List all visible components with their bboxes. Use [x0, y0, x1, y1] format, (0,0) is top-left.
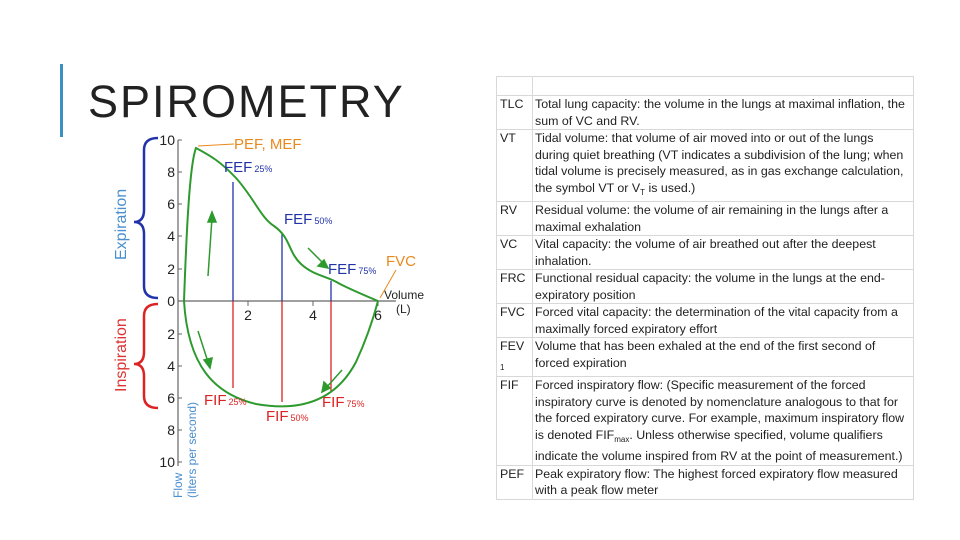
expiration-brace	[134, 138, 158, 298]
svg-text:FIF50%	[266, 408, 309, 425]
row-desc-subscript: max	[614, 434, 630, 444]
x-axis-label: Volume	[384, 288, 425, 302]
fvc-label: FVC	[386, 253, 416, 270]
row-desc: Functional residual capacity: the volume in the lungs at the end-expiratory position	[533, 270, 914, 304]
row-desc-text-end: . Unless otherwise specified, volume qualifiers indicate the volume inspired from RV at the point of measurement.)	[535, 427, 903, 463]
table-row	[497, 465, 914, 499]
row-desc: Volume that has been exhaled at the end of the first second of forced expiration	[533, 338, 914, 377]
y-axis-label-unit: (liters per second)	[185, 401, 199, 498]
fif75-label: FIF	[322, 394, 345, 411]
row-abbr: TLC	[497, 96, 533, 130]
y-tick-label: 10	[159, 454, 175, 470]
y-tick-label: 10	[159, 132, 175, 148]
y-tick-label: 2	[167, 326, 175, 342]
row-abbr: VC	[497, 236, 533, 270]
row-desc: Peak expiratory flow: The highest forced expiratory flow measured with a peak flow meter	[533, 465, 914, 499]
table-row	[497, 96, 914, 130]
y-tick-label: 2	[167, 261, 175, 277]
fif75-subscript: 75%	[346, 399, 365, 409]
pef-label: PEF, MEF	[234, 136, 302, 153]
row-abbr-subscript: 1	[500, 362, 505, 372]
x-tick-label: 6	[374, 307, 382, 323]
y-tick-label: 6	[167, 390, 175, 406]
table-row	[497, 202, 914, 236]
row-desc	[533, 130, 914, 202]
row-desc-subscript: T	[640, 187, 646, 197]
row-abbr	[497, 338, 533, 377]
inspiratory-curve	[184, 301, 378, 406]
table-row	[497, 304, 914, 338]
y-tick-label: 4	[167, 358, 175, 374]
table-row	[497, 377, 914, 466]
row-desc-text: Forced inspiratory flow: (Specific measurement of the forced inspiratory curve is denoted by nomenclature analogous to that for the forced expiratory curve. For example, maximum inspiratory flow is denoted FIF	[535, 378, 905, 442]
fef75-subscript: 75%	[358, 266, 377, 276]
fif25-label: FIF	[204, 392, 227, 409]
row-desc: Total lung capacity: the volume in the lungs at maximal inflation, the sum of VC and RV.	[533, 96, 914, 130]
fef50-label: FEF	[284, 211, 313, 228]
fif25-subscript: 25%	[228, 397, 247, 407]
svg-text:FIF75%	[322, 394, 365, 411]
fef25-subscript: 25%	[254, 164, 273, 174]
table-header-row	[497, 77, 914, 96]
row-desc-text: Tidal volume: that volume of air moved into or out of the lungs during quiet breathing (VT indicates a subdivision of the lung; when tidal volume is precisely measured, as in gas exchange calculation, the symbol VT or V	[535, 131, 904, 195]
row-abbr: FIF	[497, 377, 533, 466]
y-tick-label: 4	[167, 228, 175, 244]
y-tick-label: 8	[167, 422, 175, 438]
y-tick-label: 8	[167, 164, 175, 180]
x-axis-label-unit: (L)	[396, 302, 411, 316]
inspiration-label: Inspiration	[113, 318, 130, 392]
row-abbr: FRC	[497, 270, 533, 304]
row-abbr: PEF	[497, 465, 533, 499]
table-row	[497, 338, 914, 377]
row-desc: Residual volume: the volume of air remaining in the lungs after a maximal exhalation	[533, 202, 914, 236]
y-tick-label: 6	[167, 196, 175, 212]
svg-text:FEF75%	[328, 261, 376, 278]
table-row	[497, 236, 914, 270]
svg-text:FIF25%	[204, 392, 247, 409]
table-row	[497, 130, 914, 202]
expiration-label: Expiration	[113, 188, 130, 260]
flow-volume-graph	[96, 126, 456, 506]
inspiration-brace	[134, 304, 158, 408]
fif50-label: FIF	[266, 408, 289, 425]
row-desc-text-end: is used.)	[645, 180, 696, 195]
row-abbr: RV	[497, 202, 533, 236]
definitions-table	[496, 76, 914, 500]
row-desc	[533, 377, 914, 466]
row-desc: Vital capacity: the volume of air breathed out after the deepest inhalation.	[533, 236, 914, 270]
direction-arrows	[198, 212, 342, 392]
fef25-label: FEF	[224, 159, 253, 176]
fef75-label: FEF	[328, 261, 357, 278]
slide-title: SPIROMETRY	[88, 76, 405, 127]
fef50-subscript: 50%	[314, 216, 333, 226]
svg-text:FEF25%	[224, 159, 272, 176]
row-desc: Forced vital capacity: the determination of the vital capacity from a maximally forced expiratory effort	[533, 304, 914, 338]
pef-pointer	[198, 144, 234, 146]
title-accent-bar	[60, 64, 63, 137]
fif50-subscript: 50%	[290, 413, 309, 423]
row-abbr: FVC	[497, 304, 533, 338]
expiratory-curve	[184, 148, 378, 301]
x-tick-label: 2	[244, 307, 252, 323]
row-abbr-text: FEV	[500, 339, 525, 353]
svg-text:FEF50%	[284, 211, 332, 228]
y-tick-label: 0	[167, 293, 175, 309]
row-abbr: VT	[497, 130, 533, 202]
y-axis-label: Flow	[171, 472, 185, 498]
table-row	[497, 270, 914, 304]
x-tick-label: 4	[309, 307, 317, 323]
